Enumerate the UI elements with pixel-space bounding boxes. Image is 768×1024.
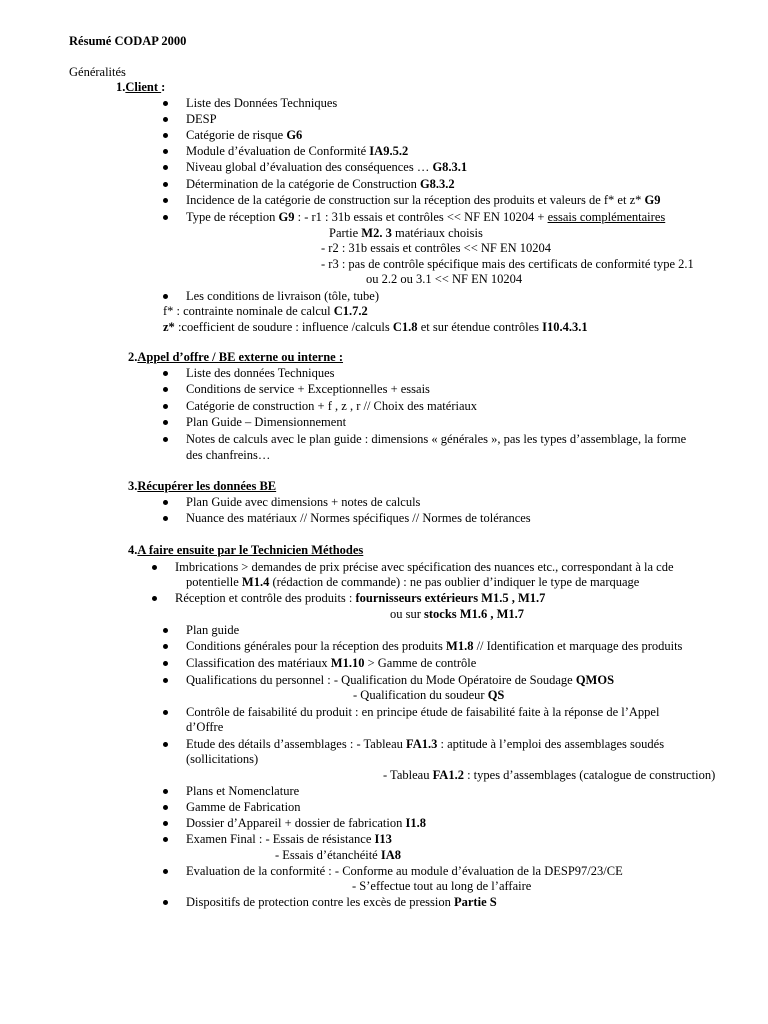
list-item-continuation: - Tableau FA1.2 : types d’assemblages (catalogue de construction) <box>383 768 716 782</box>
definition-f: f* : contrainte nominale de calcul C1.7.2 <box>163 304 368 318</box>
list-item-continuation: - Qualification du soudeur QS <box>353 688 505 702</box>
list-item: Plans et Nomenclature <box>186 784 300 798</box>
list-item-continuation: - Essais d’étanchéité IA8 <box>275 848 402 862</box>
list-item: Réception et contrôle des produits : fournisseurs extérieurs M1.5 , M1.7 <box>175 591 546 605</box>
list-item: Qualifications du personnel : - Qualification du Mode Opératoire de Soudage QMOS <box>186 673 615 687</box>
list-item: Plan Guide – Dimensionnement <box>186 415 347 429</box>
list-item: Liste des Données Techniques <box>186 96 338 110</box>
list-item: Liste des données Techniques <box>186 366 335 380</box>
list-item: Evaluation de la conformité : - Conforme au module d’évaluation de la DESP97/23/CE <box>186 864 623 878</box>
list-item-continuation: ou 2.2 ou 3.1 << NF EN 10204 <box>366 272 523 286</box>
list-item: Catégorie de risque G6 <box>186 128 303 142</box>
list-item: Gamme de Fabrication <box>186 800 301 814</box>
list-item-continuation: - r3 : pas de contrôle spécifique mais des certificats de conformité type 2.1 <box>321 257 694 271</box>
list-item: Catégorie de construction + f , z , r // Choix des matériaux <box>186 399 477 413</box>
list-item: Conditions générales pour la réception des produits M1.8 // Identification et marquage des produits <box>186 639 683 653</box>
section-intro: Généralités <box>69 65 126 79</box>
list-item-continuation: d’Offre <box>186 720 224 734</box>
list-item: Module d’évaluation de Conformité IA9.5.2 <box>186 144 409 158</box>
list-item-continuation: des chanfreins… <box>186 448 271 462</box>
list-item: Imbrications > demandes de prix précise avec spécification des nuances etc., correspondant à la cde <box>175 560 674 574</box>
page-title: Résumé CODAP 2000 <box>69 34 187 48</box>
list-item-continuation: Partie M2. 3 matériaux choisis <box>329 226 483 240</box>
list-item: Niveau global d’évaluation des conséquences … G8.3.1 <box>186 160 468 174</box>
list-item-continuation: (sollicitations) <box>186 752 259 766</box>
list-item: Dossier d’Appareil + dossier de fabrication I1.8 <box>186 816 426 830</box>
definition-z: z* :coefficient de soudure : influence /calculs C1.8 et sur étendue contrôles I10.4.3.1 <box>163 320 588 334</box>
list-item: Conditions de service + Exceptionnelles + essais <box>186 382 430 396</box>
list-item: Incidence de la catégorie de construction sur la réception des produits et valeurs de f* et z* G9 <box>186 193 661 207</box>
list-item-continuation: ou sur stocks M1.6 , M1.7 <box>390 607 525 621</box>
list-item-continuation: - S’effectue tout au long de l’affaire <box>352 879 532 893</box>
list-item-continuation: - r2 : 31b essais et contrôles << NF EN 10204 <box>321 241 552 255</box>
section-2-heading: 2.Appel d’offre / BE externe ou interne : <box>128 350 344 364</box>
list-item: Examen Final : - Essais de résistance I13 <box>186 832 392 846</box>
section-1-heading: 1.Client : <box>116 80 166 94</box>
section-4-heading: 4.A faire ensuite par le Technicien Méthodes <box>128 543 364 557</box>
list-item: Nuance des matériaux // Normes spécifiques // Normes de tolérances <box>186 511 531 525</box>
list-item: Contrôle de faisabilité du produit : en principe étude de faisabilité faite à la réponse de l’Appel <box>186 705 660 719</box>
list-item: Dispositifs de protection contre les excès de pression Partie S <box>186 895 497 909</box>
list-item: Les conditions de livraison (tôle, tube) <box>186 289 380 303</box>
section-3-heading: 3.Récupérer les données BE <box>128 479 277 493</box>
list-item: Plan guide <box>186 623 240 637</box>
list-item: Détermination de la catégorie de Construction G8.3.2 <box>186 177 455 191</box>
list-item: Type de réception G9 : - r1 : 31b essais et contrôles << NF EN 10204 + essais complémentaires <box>186 210 666 224</box>
list-item: Etude des détails d’assemblages : - Tableau FA1.3 : aptitude à l’emploi des assemblages soudés <box>186 737 665 751</box>
list-item: Notes de calculs avec le plan guide : dimensions « générales », pas les types d’assemblage, la forme <box>186 432 687 446</box>
list-item: Classification des matériaux M1.10 > Gamme de contrôle <box>186 656 477 670</box>
list-item: Plan Guide avec dimensions + notes de calculs <box>186 495 421 509</box>
list-item: DESP <box>186 112 217 126</box>
list-item-continuation: potentielle M1.4 (rédaction de commande) : ne pas oublier d’indiquer le type de marquage <box>186 575 640 589</box>
